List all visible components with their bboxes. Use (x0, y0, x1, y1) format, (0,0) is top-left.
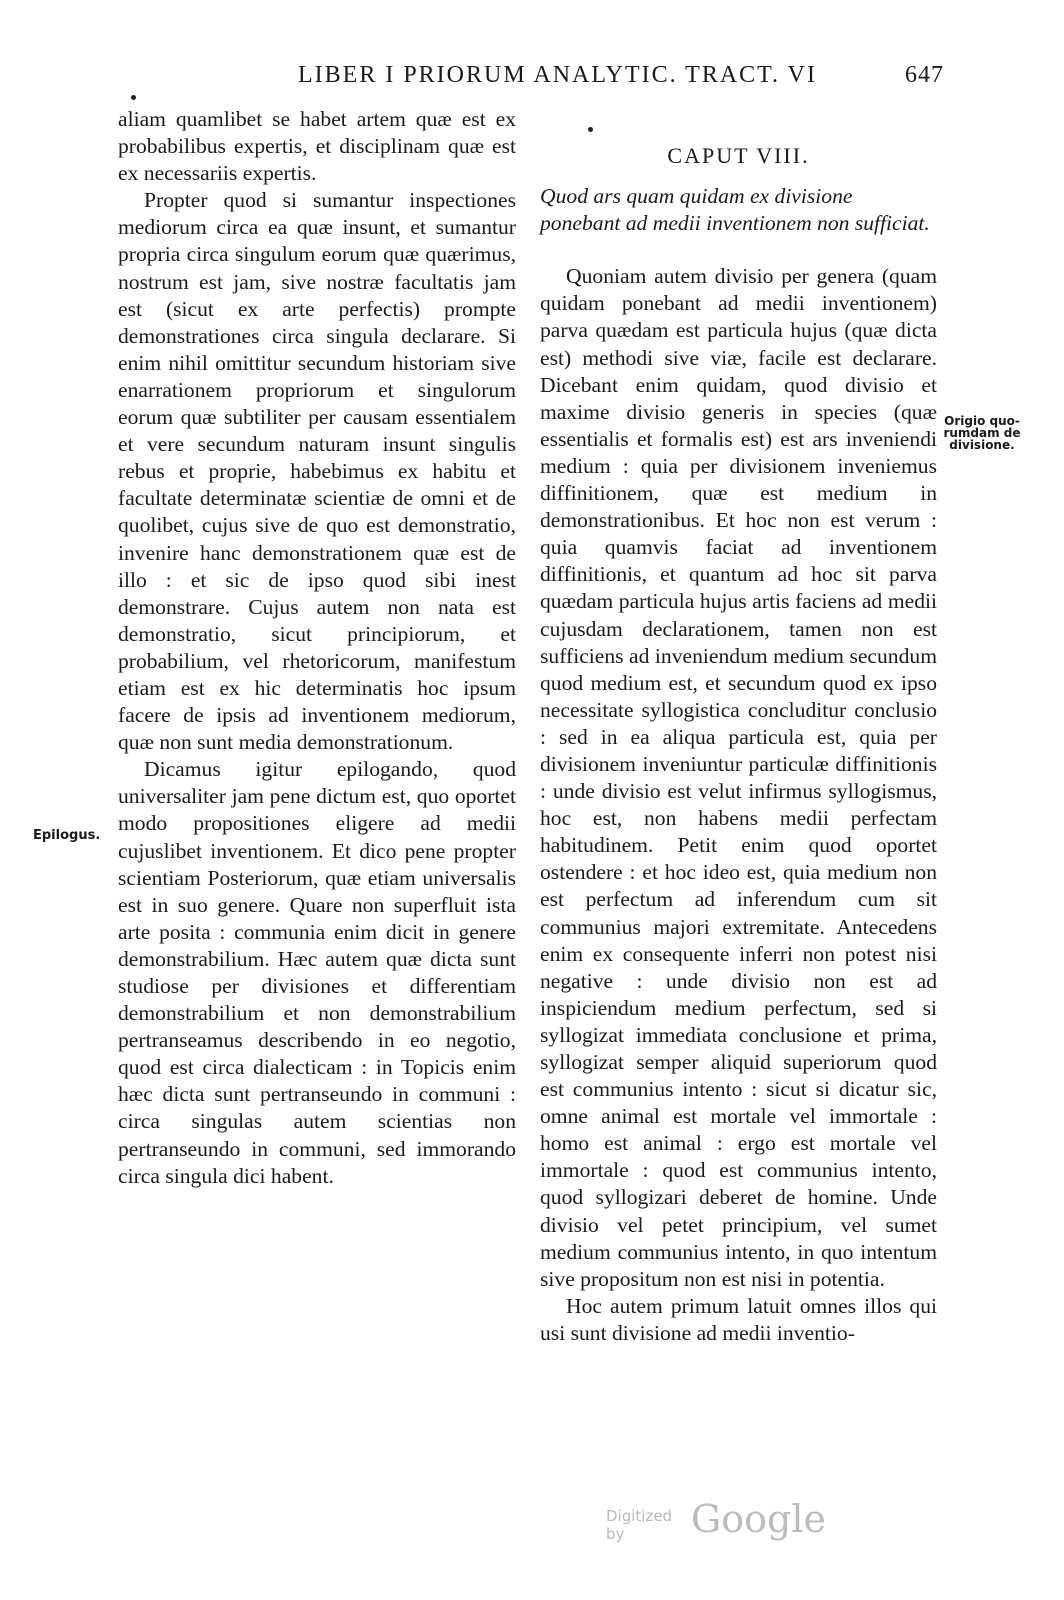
margin-note-origo (943, 415, 1021, 451)
google-logo: Google (690, 1497, 826, 1541)
spacer (540, 237, 937, 263)
right-column (540, 106, 937, 1347)
page-number: 647 (905, 62, 944, 88)
right-paragraph-1: Quoniam autem divisio per genera (quam quidam ponebant ad medii inventionem) parva quædam est particula hujus (quæ dicta est) methodi sive viæ, facile est declarare. Dicebant enim quidam, quod divisio et maxime divisio generis in species (quæ essentialis et formalis est) est ars inveniendi medium : quia per divisionem inveniemus diffinitionem, quæ est medium in demonstrationibus. Et hoc non est verum : quia quamvis faciat ad inventionem diffinitionis, et quantum ad hoc sit parva quædam particula hujus artis faciens ad medii cujusdam declarationem, tamen non est sufficiens ad inveniendum medium secundum quod medium est, et secundum quod ex ipso necessitate syllogistica concluditur conclusio : sed in ea aliqua particula est, quia per divisionem inveniuntur particulæ diffinitionis : unde divisio est velut infirmus syllogismus, hoc est, non habens medii perfectam habitudinem. Petit enim quod oportet ostendere : et hoc ideo est, quia medium non est perfectum ad inferendum cum sit communius majori extremitate. Antecedens enim ex consequente inferri non potest nisi negative : unde divisio non est ad inspiciendum medium perfectum, sed si syllogizat immediata conclusione et prima, syllogizat semper aliquid superiorum quod est communius intento : sicut si dicatur sic, omne animal est mortale vel immortale : homo est animal : ergo est mortale vel immortale : quod est communius intento, quod syllogizari deberet de homine. Unde divisio vel petet principium, vel sumet medium communius intento, in quo intentum sive propositum non est nisi in potentia. (540, 264, 937, 1291)
digitized-watermark (606, 1494, 826, 1544)
right-paragraph-2: Hoc autem primum latuit omnes illos qui usi sunt divisione ad medii inventio- (540, 1293, 937, 1345)
left-paragraph-2: Propter quod si sumantur inspectiones mediorum circa ea quæ insunt, et sumantur propria circa singulum eorum quæ quærimus, nostrum est jam, sive nostræ facultatis jam est (sicut ex arte perfectis) prompte demonstrationes circa singula declarare. Si enim nihil omittitur secundum historiam sive enarrationem propriorum et singulorum eorum quæ subtiliter per causam essentialem et vere secundum naturam insunt singulis rebus et proprie, habebimus ex habitu et facultate determinatæ scientiæ de omni et de quolibet, cujus sive de quo est demonstratio, invenire hanc demonstrationem quæ est de illo : et sic de ipso quod sibi inest demonstrare. Cujus autem non nata est demonstratio, sicut principiorum, et probabilium, vel rhetoricorum, manifestum etiam est ex hic determinatis hoc ipsum facere de ipsis ad inventionem mediorum, quæ non sunt media demonstrationum. (118, 188, 516, 755)
margin-note-origo-line-2: rumdam de (943, 426, 1021, 440)
running-head (0, 62, 1064, 92)
left-paragraph-3: Dicamus igitur epilogando, quod universaliter jam pene dictum est, quo oportet modo propositiones eligere ad medii cujuslibet inventionem. Et dico pene propter scientiam Posteriorum, quæ etiam universalis est in suo genere. Quare non superfluit ista arte posita : communia enim dicit in genere demonstrabilium. Hæc autem quæ dicta sunt studiose per divisiones et differentiam demonstrabilium et non demonstrabilium pertranseamus describendo in eo negotio, quod est circa dialecticam : in Topicis enim hæc dicta sunt pertranseundo in communi : circa singulas autem scientias non pertranseundo in communi, sed immorando circa singula dici habent. (118, 757, 516, 1188)
left-paragraph-1: aliam quamlibet se habet artem quæ est ex probabilibus expertis, et disciplinam quæ est ex necessariis expertis. (118, 107, 516, 186)
margin-note-origo-line-3: divisione. (949, 438, 1015, 452)
margin-note-origo-line-1: Origio quo- (944, 414, 1020, 428)
chapter-title: CAPUT VIII. (667, 143, 810, 168)
ink-dot (131, 95, 136, 100)
left-column (118, 106, 516, 1190)
chapter-summary: Quod ars quam quidam ex divisione ponebant ad medii inventionem non sufficiat. (540, 184, 930, 236)
running-title: LIBER I PRIORUM ANALYTIC. TRACT. VI (298, 62, 817, 88)
digitized-by-text: Digitized by (606, 1507, 673, 1543)
margin-note-epilogus: Epilogus. (33, 828, 101, 843)
